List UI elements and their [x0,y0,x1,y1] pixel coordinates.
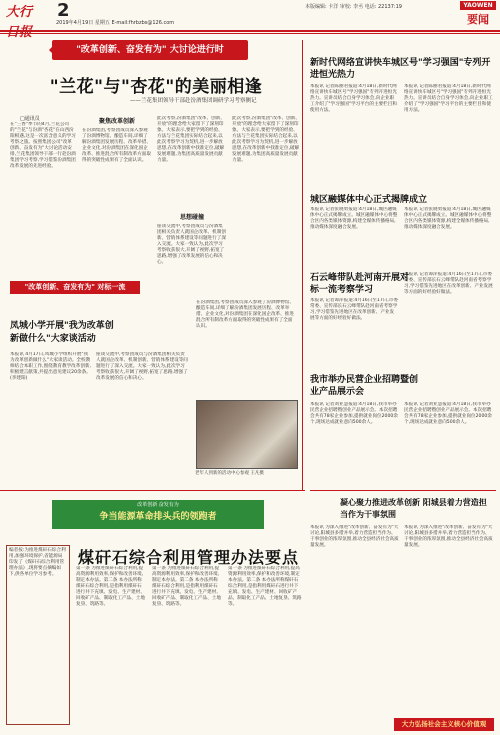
story1-headline[interactable]: 新时代网络宣讲快车城区号"学习强国"专列开进恒光热力 [310,58,491,80]
mid-body: 在汾酒集团,考察团成员深入参观了汾酒博物馆、酿造车间,详细了解汾酒集团发展历程、改革举措、企业文化,对汾酒集团在深化国企改革、推进混合所有制改革方面取得的突破性成果有了全面认识。 [196,300,294,329]
lead-column-3: 此次考察,汾酒集团"改革、创新、开放"的理念给大家留下了深刻印象。大家表示,要把学到的经验、方法与兰花集团实际结合起来,以此次考察学习为契机,进一步解放思想,在改革创新中找准定位,破解发展难题,为集团高质量发展贡献力量。 [157,116,225,163]
lead-subhead-2: 思想碰撞 [179,214,204,221]
section-divider [0,490,305,491]
gangue-headline[interactable]: 煤矸石综合利用管理办法要点 [78,548,300,567]
lead-subhead-1: 聚焦改革创新 [98,118,135,125]
school-headline[interactable]: 凤城小学开展"我为改革创新做什么"大家谈活动 [10,321,114,344]
section-brand: YAOWEN [460,1,496,10]
school-body-1: 本报讯 4月17日,凤城小学组织开展"我为改革创新做什么"大家谈活动。全校教师结合本职工作,围绕教育教学改革创新,积极建言献策,共提出意见建议20余条。(李建阳) [10,352,92,381]
lead-column-3-wrap [157,116,227,274]
lead-headline[interactable]: "兰花"与"杏花"的美丽相逢 [49,77,263,97]
story5-body-2: 本报讯 为深入推进"改革创新、奋发有为"大讨论,阳城县多措并举,着力营造担当作为、干事创业的浓厚氛围,推动全县经济社会高质量发展。 [404,525,493,548]
photo-caption: 老年人到新的活动中心参观 王凡摄 [195,471,264,476]
lead-subheadline: ——兰花集团领导干部赴汾酒集团调研学习考察侧记 [130,98,257,104]
story2-headline[interactable]: 城区融媒体中心正式揭牌成立 [310,195,428,205]
story5-headline[interactable]: 凝心聚力推进改革创新 阳城县着力营造担当作为干事氛围 [340,498,487,519]
story4-body-2: 本报讯 记者刘亚慧报道:4月18日,我市举办民营企业招聘暨创业产品展示会。本次招聘会共有78家企业参加,提供就业岗位2000余个,现场达成就业意向500余人。 [404,402,492,425]
lead-column-2-wrap [82,116,152,276]
masthead-logo: 大行 [6,5,33,20]
school-body-2: 座谈交流中,考察团成员与汾酒集团相关负责人就国企改革、机制创新、营销体系建设等问题进行了深入交流。大家一致认为,此次学习考察收获很大,开阔了视野,拓宽了思路,增强了改革发展的信心和决心。 [96,352,188,381]
core-values-band: 大力弘扬社会主义核心价值观 [394,718,494,731]
gangue-body-3: 第一条 为推进煤矸石综合利用,提高资源利用效率,保护和改善环境,制定本办法。第二条 本办法所称煤矸石综合利用,是指利用煤矸石进行井下充填、发电、生产建材、回收矿产品、制取化工产品、土地复垦、筑路等。 [228,566,302,607]
header-rule-thin [0,33,500,34]
story2-body-1: 本报讯 记者张晓勇报道:4月18日,城区融媒体中心正式揭牌成立。城区融媒体中心将整合区内各类媒体资源,构建全媒体传播格局,推动媒体深度融合发展。 [310,207,398,230]
section-title: 要闻 [467,13,489,26]
story5-body-1: 本报讯 为深入推进"改革创新、奋发有为"大讨论,阳城县多措并举,着力营造担当作为、干事创业的浓厚氛围,推动全县经济社会高质量发展。 [310,525,399,548]
lead-column-1: 在"三香"季节的4月,兰花公司的"兰花"与汾酒"杏花"在山西汾阳相遇,这是一次富含意义的学习考察之旅。按照集团公司"改革创新、奋发有为"大讨论活动安排,兰花集团领导干部一行赴汾酒集团学习考察,学习借鉴汾酒集团改革发展的先进经验。 [10,122,76,169]
lead-column-2: 在汾酒集团,考察团成员深入参观了汾酒博物馆、酿造车间,详细了解汾酒集团发展历程、改革举措、企业文化,对汾酒集团在深化国企改革、推进混合所有制改革方面取得的突破性成果有了全面认识。 [82,128,151,163]
story3-body-2: 本报讯 记者谭萍报道:4月16日至17日,市委常委、宣传部长石云峰带队赴河南省考察学习,学习借鉴先进地区在改革创新、产业发展等方面的好经验好做法。 [404,272,493,295]
right-divider [310,490,496,491]
benchmark-banner: "改革创新、奋发有为" 对标一流 [10,281,140,294]
lead-column-4: 座谈交流中,考察团成员与汾酒集团相关负责人就国企改革、机制创新、营销体系建设等问题进行了深入交流。大家一致认为,此次学习考察收获很大,开阔了视野,拓宽了思路,增强了改革发展的信心和决心。 [157,224,226,265]
lead-column-5: 此次考察,汾酒集团"改革、创新、开放"的理念给大家留下了深刻印象。大家表示,要把学到的经验、方法与兰花集团实际结合起来,以此次考察学习为契机,进一步解放思想,在改革创新中找准定位,破解发展难题,为集团高质量发展贡献力量。 [232,116,300,163]
gangue-body-1: 第一条 为推进煤矸石综合利用,提高资源利用效率,保护和改善环境,制定本办法。第二条 本办法所称煤矸石综合利用,是指利用煤矸石进行井下充填、发电、生产建材、回收矿产品、制取化工产品、土地复垦、筑路等。 [76,566,145,607]
story3-headline[interactable]: 石云峰带队赴河南开展对标一流考察学习 [310,273,410,295]
gangue-body-2: 第一条 为推进煤矸石综合利用,提高资源利用效率,保护和改善环境,制定本办法。第二条 本办法所称煤矸石综合利用,是指利用煤矸石进行井下充填、发电、生产建材、回收矿产品、制取化工产品、土地复垦、筑路等。 [152,566,221,607]
discussion-banner: "改革创新、奋发有为" 大讨论进行时 [52,40,248,60]
editor-note-box: 编者按:为推进煤矸石综合利用,加强环境保护,省能源局印发了《煤矸石综合利用管理办法》,现将要点摘编如下,供各单位学习参考。 [6,545,70,725]
lead-byline: □通讯员 [20,116,40,122]
editor-info: 本版编辑: 卡洋 审校: 李丞 电话: 22137:19 [305,4,402,10]
story2-body-2: 本报讯 记者张晓勇报道:4月18日,城区融媒体中心正式揭牌成立。城区融媒体中心将整合区内各类媒体资源,构建全媒体传播格局,推动媒体深度融合发展。 [404,207,492,230]
band-line-1: 改革创新 奋发有为 [137,502,179,508]
story4-headline[interactable]: 我市举办民营企业招聘暨创业产品展示会 [310,375,419,397]
issue-info: 2019年4月19日 星期五 E-mail:fhrbzbs@126.com [56,20,175,26]
energy-revolution-band [52,500,264,529]
story1-body-2: 本报讯 记者陈丽君报道:4月18日,新时代网络宣讲快车城区号"学习强国"专列开进恒光热力。宣讲员结合自身学习体会,向企业职工介绍了"学习强国"学习平台的主要栏目和使用方法。 [404,84,493,113]
story4-body-1: 本报讯 记者刘亚慧报道:4月18日,我市举办民营企业招聘暨创业产品展示会。本次招聘会共有78家企业参加,提供就业岗位2000余个,现场达成就业意向500余人。 [310,402,398,425]
page-number: 2 [57,0,70,21]
news-photo [196,400,298,469]
story3-body-1: 本报讯 记者谭萍报道:4月16日至17日,市委常委、宣传部长石云峰带队赴河南省考察学习,学习借鉴先进地区在改革创新、产业发展等方面的好经验好做法。 [310,298,398,321]
band-line-2: 争当能源革命排头兵的领跑者 [99,512,217,522]
column-divider [302,40,303,490]
header-rule [0,30,500,32]
story1-body-1: 本报讯 记者陈丽君报道:4月18日,新时代网络宣讲快车城区号"学习强国"专列开进恒光热力。宣讲员结合自身学习体会,向企业职工介绍了"学习强国"学习平台的主要栏目和使用方法。 [310,84,397,113]
